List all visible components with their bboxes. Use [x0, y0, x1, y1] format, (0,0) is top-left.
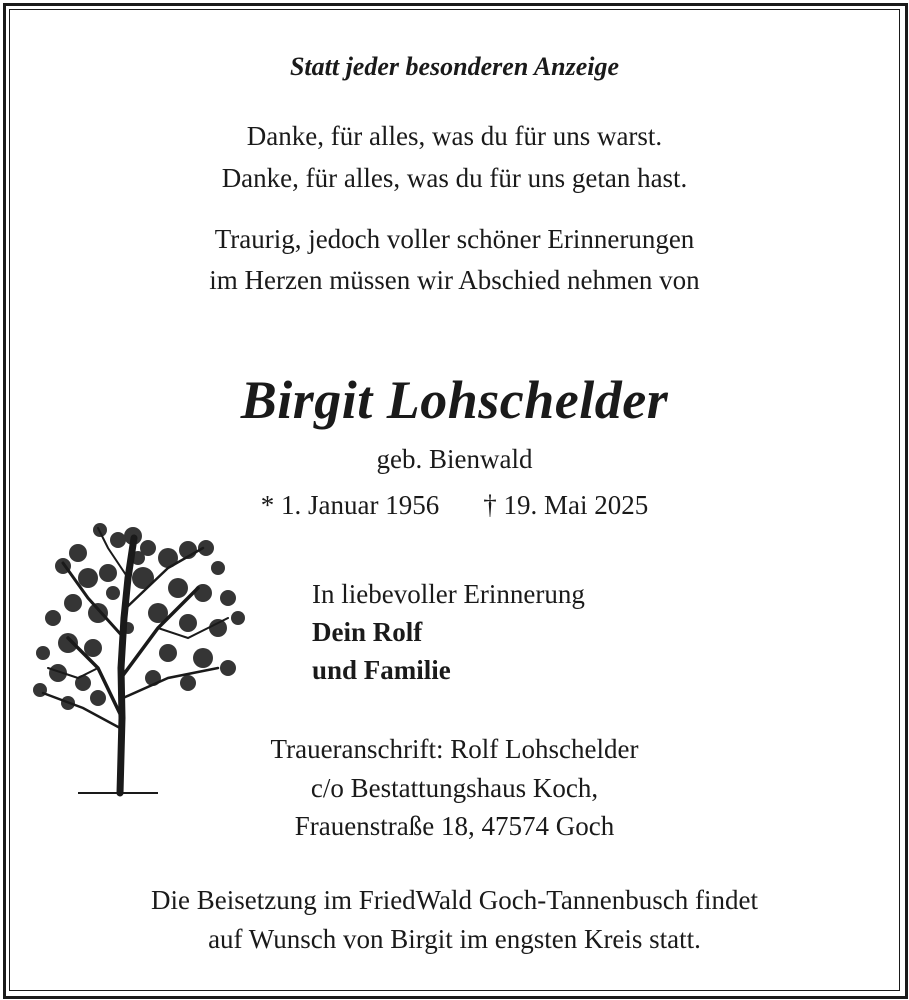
mourners-intro: In liebevoller Erinnerung	[312, 579, 585, 609]
address-line-3: Frauenstraße 18, 47574 Goch	[294, 811, 615, 841]
address-line-1: Traueranschrift: Rolf Lohschelder	[270, 734, 639, 764]
deceased-name: Birgit Lohschelder	[240, 370, 669, 430]
birth-date: * 1. Januar 1956	[260, 490, 440, 520]
mourners-rolf: Dein Rolf	[312, 617, 423, 647]
mourners-family: und Familie	[312, 655, 451, 685]
address-line-2: c/o Bestattungshaus Koch,	[310, 773, 599, 803]
death-date: † 19. Mai 2025	[483, 490, 649, 520]
maiden-name: geb. Bienwald	[376, 444, 533, 474]
header-title: Statt jeder besonderen Anzeige	[289, 52, 620, 81]
intro-line-2: im Herzen müssen wir Abschied nehmen von	[209, 265, 700, 295]
poem-line-1: Danke, für alles, was du für uns warst.	[246, 121, 663, 151]
funeral-line-2: auf Wunsch von Birgit im engsten Kreis statt.	[208, 924, 701, 954]
life-dates	[0, 488, 909, 522]
poem-line-2: Danke, für alles, was du für uns getan hast.	[221, 163, 688, 193]
intro-line-1: Traurig, jedoch voller schöner Erinnerungen	[214, 224, 695, 254]
funeral-line-1: Die Beisetzung im FriedWald Goch-Tannenbusch findet	[150, 885, 759, 915]
